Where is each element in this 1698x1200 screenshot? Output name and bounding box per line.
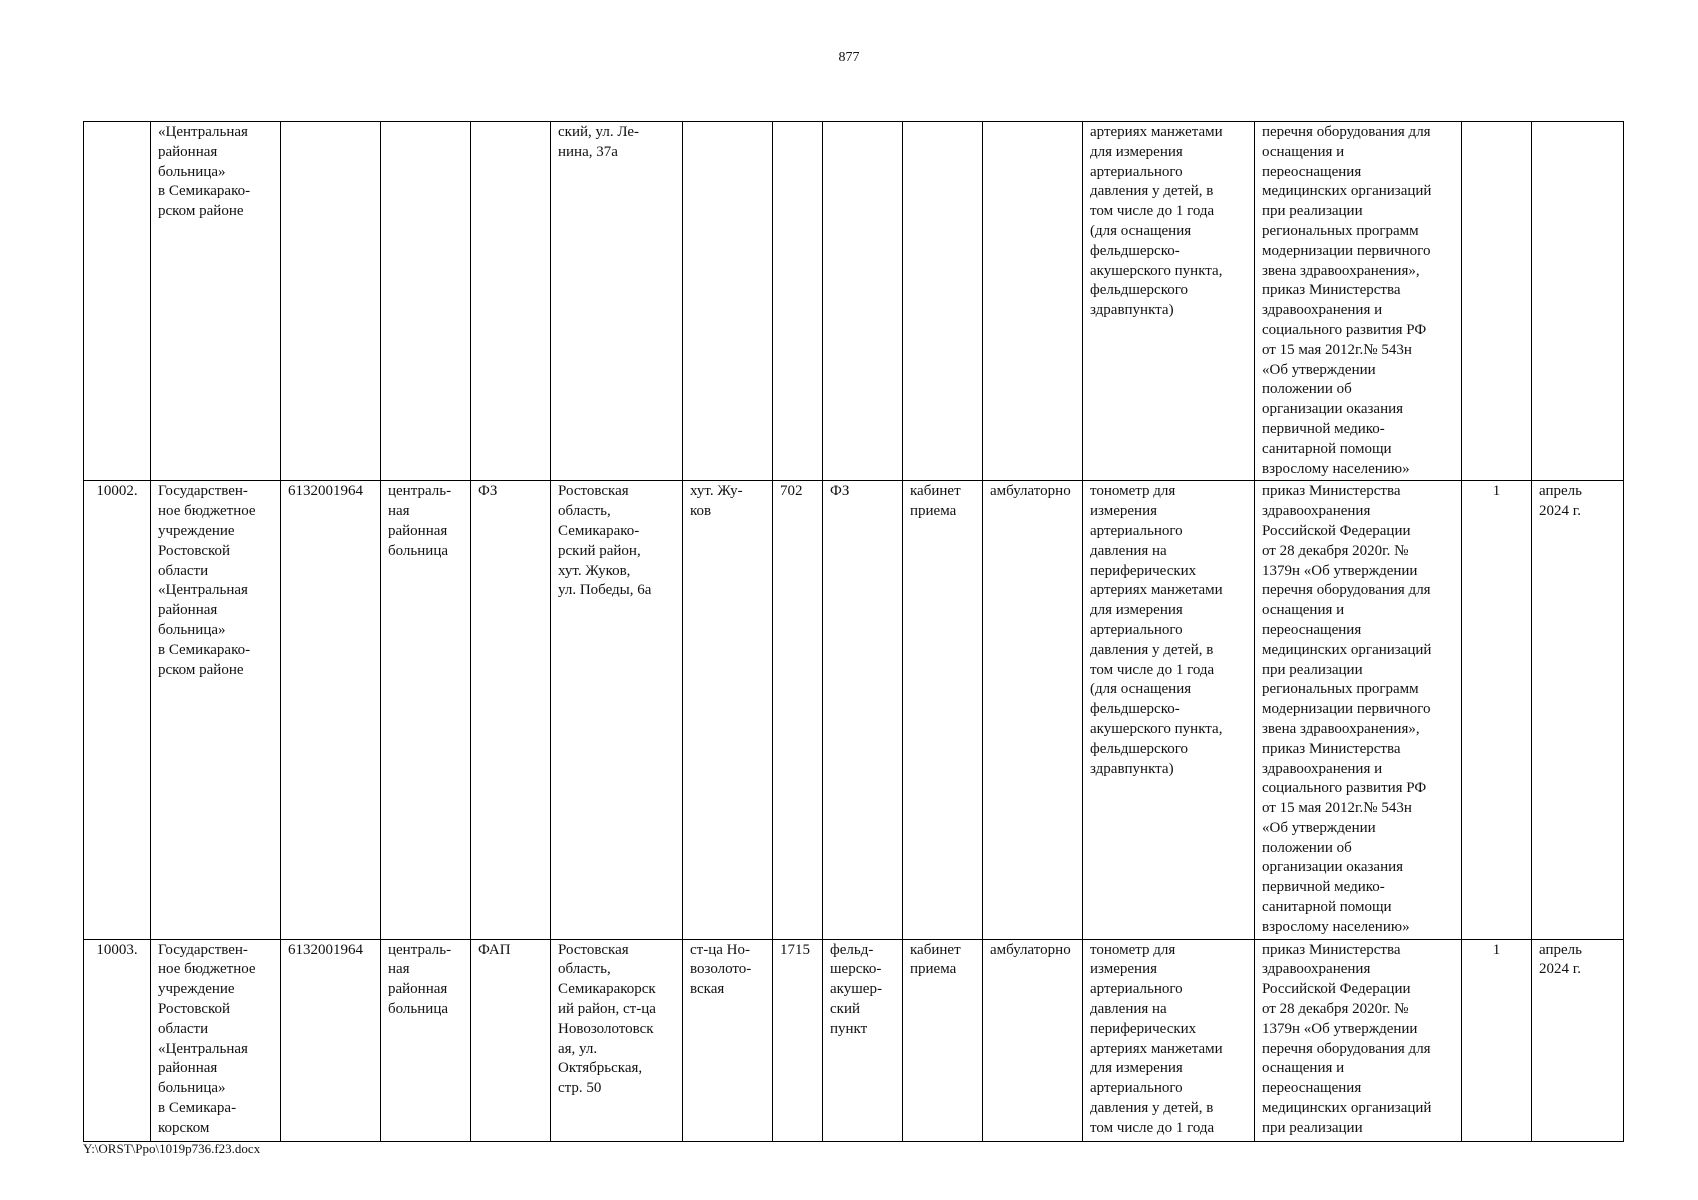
cell-equipment: тонометр для измерения артериального давления на периферических артериях манжетами для измерения артериального давления у детей, в том числе до 1 года [1083, 939, 1255, 1141]
cell-quantity: 1 [1462, 939, 1532, 1141]
cell-population [773, 122, 823, 481]
cell-organization-name: Государствен- ное бюджетное учреждение Ростовской области «Центральная районная больница» в Семикарако- рском районе [151, 481, 281, 939]
cell-legal-basis: перечня оборудования для оснащения и переоснащения медицинских организаций при реализации региональных программ модернизации первичного звена здравоохранения», приказ Министерства здравоохранения и социального развития РФ от 15 мая 2012г.№ 543н «Об утверждении положении об организации оказания первичной медико- санитарной помощи взрослому населению» [1255, 122, 1462, 481]
cell-unit-type: ФАП [471, 939, 551, 1141]
cell-date: апрель 2024 г. [1532, 481, 1624, 939]
cell-settlement [683, 122, 773, 481]
cell-inn: 6132001964 [281, 939, 381, 1141]
cell-organization-type: централь- ная районная больница [381, 939, 471, 1141]
cell-organization-name: Государствен- ное бюджетное учреждение Ростовской области «Центральная районная больница» в Семикара- корском [151, 939, 281, 1141]
cell-equipment: артериях манжетами для измерения артериального давления у детей, в том числе до 1 года (для оснащения фельдшерско- акушерского пункта, фельдшерского здравпункта) [1083, 122, 1255, 481]
cell-unit-kind: фельд- шерско- акушер- ский пункт [823, 939, 903, 1141]
cell-inn [281, 122, 381, 481]
cell-number: 10002. [84, 481, 151, 939]
cell-care-conditions: амбулаторно [983, 481, 1083, 939]
table-row [84, 481, 1624, 939]
cell-room: кабинет приема [903, 939, 983, 1141]
cell-address: ский, ул. Ле- нина, 37а [551, 122, 683, 481]
cell-room: кабинет приема [903, 481, 983, 939]
cell-unit-type: ФЗ [471, 481, 551, 939]
data-table-container [83, 121, 1623, 1142]
cell-organization-type [381, 122, 471, 481]
cell-unit-type [471, 122, 551, 481]
cell-date: апрель 2024 г. [1532, 939, 1624, 1141]
cell-address: Ростовская область, Семикаракорск ий район, ст-ца Новозолотовск ая, ул. Октябрьская, стр. 50 [551, 939, 683, 1141]
table-row [84, 122, 1624, 481]
cell-unit-kind [823, 122, 903, 481]
cell-care-conditions [983, 122, 1083, 481]
cell-date [1532, 122, 1624, 481]
cell-settlement: ст-ца Но- возолото- вская [683, 939, 773, 1141]
cell-settlement: хут. Жу- ков [683, 481, 773, 939]
cell-population: 702 [773, 481, 823, 939]
cell-address: Ростовская область, Семикарако- рский район, хут. Жуков, ул. Победы, 6а [551, 481, 683, 939]
cell-quantity [1462, 122, 1532, 481]
cell-unit-kind: ФЗ [823, 481, 903, 939]
cell-quantity: 1 [1462, 481, 1532, 939]
cell-care-conditions: амбулаторно [983, 939, 1083, 1141]
cell-legal-basis: приказ Министерства здравоохранения Российской Федерации от 28 декабря 2020г. № 1379н «Об утверждении перечня оборудования для оснащения и переоснащения медицинских организаций при реализации [1255, 939, 1462, 1141]
cell-legal-basis: приказ Министерства здравоохранения Российской Федерации от 28 декабря 2020г. № 1379н «Об утверждении перечня оборудования для оснащения и переоснащения медицинских организаций при реализации региональных программ модернизации первичного звена здравоохранения», приказ Министерства здравоохранения и социального развития РФ от 15 мая 2012г.№ 543н «Об утверждении положении об организации оказания первичной медико- санитарной помощи взрослому населению» [1255, 481, 1462, 939]
cell-room [903, 122, 983, 481]
data-table [83, 121, 1624, 1142]
cell-organization-name: «Центральная районная больница» в Семикарако- рском районе [151, 122, 281, 481]
table-row [84, 939, 1624, 1141]
cell-organization-type: централь- ная районная больница [381, 481, 471, 939]
cell-inn: 6132001964 [281, 481, 381, 939]
cell-equipment: тонометр для измерения артериального давления на периферических артериях манжетами для измерения артериального давления у детей, в том числе до 1 года (для оснащения фельдшерско- акушерского пункта, фельдшерского здравпункта) [1083, 481, 1255, 939]
cell-number [84, 122, 151, 481]
cell-number: 10003. [84, 939, 151, 1141]
footer-file-path: Y:\ORST\Ppo\1019p736.f23.docx [83, 1141, 261, 1156]
cell-population: 1715 [773, 939, 823, 1141]
page-number: 877 [838, 50, 860, 65]
